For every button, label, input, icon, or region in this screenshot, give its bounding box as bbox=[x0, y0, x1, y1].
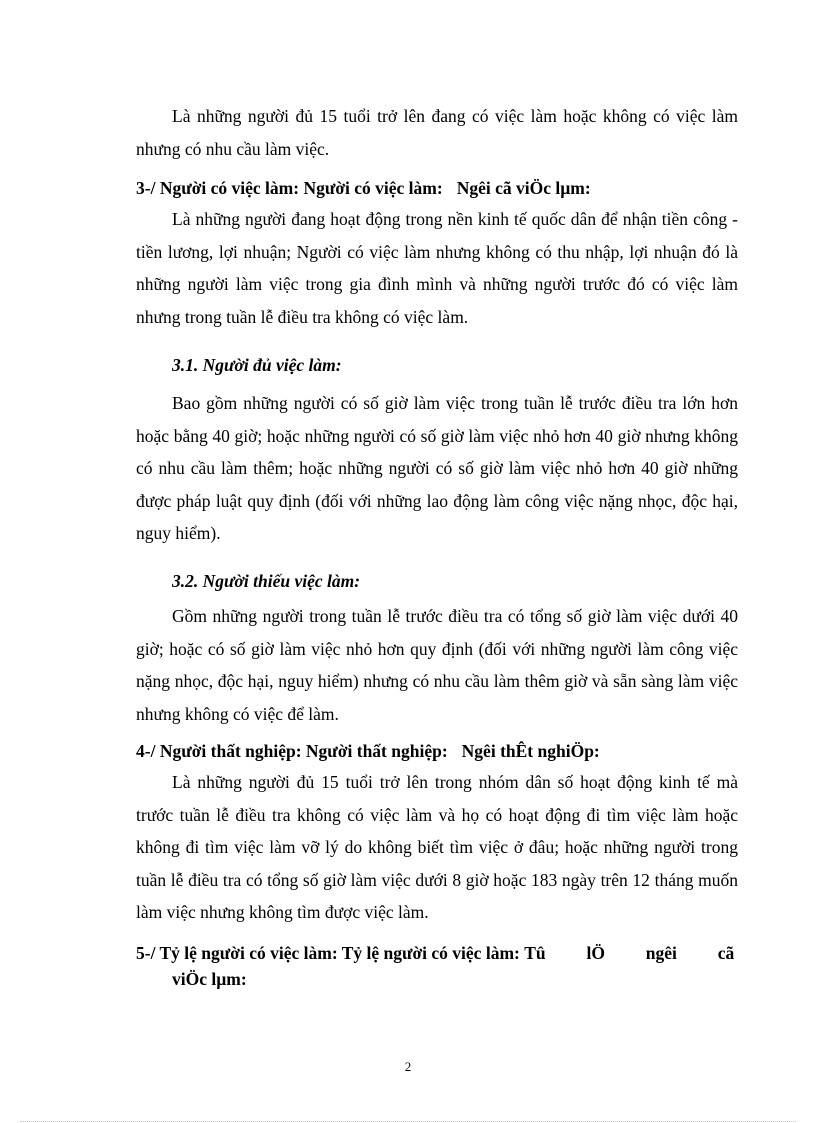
intro-paragraph: Là những người đủ 15 tuổi trở lên đang có việc làm hoặc không có việc làm nhưng có nhu cầu làm việc. bbox=[136, 106, 738, 159]
section-4-heading-text: 4-/ Người thất nghiệp: Người thất nghiệp: bbox=[136, 741, 448, 761]
section-3-paragraph: Là những người đang hoạt động trong nền kinh tế quốc dân để nhận tiền công - tiền lương, lợi nhuận; Người có việc làm nhưng không có thu nhập, lợi nhuận đó là những người làm việc trong gia đình mình và những người trước đó có việc làm nhưng trong tuần lễ điều tra không có việc làm. bbox=[136, 209, 738, 327]
section-3-heading bbox=[136, 178, 756, 199]
section-4-heading-garbled: Ngêi thÊt nghiÖp: bbox=[461, 741, 600, 761]
page-bottom-divider bbox=[20, 1121, 796, 1122]
section-3-2-paragraph: Gồm những người trong tuần lễ trước điều tra có tổng số giờ làm việc dưới 40 giờ; hoặc có số giờ làm việc nhỏ hơn quy định (đối với những người làm công việc nặng nhọc, độc hại, nguy hiểm) nhưng có nhu cầu làm thêm giờ và sẵn sàng làm việc nhưng không có việc để làm. bbox=[136, 606, 738, 724]
section-5-heading-garbled-line1: Tû lÖ ngêi cã bbox=[524, 943, 735, 963]
section-5-heading-garbled-line2: viÖc lµm: bbox=[172, 969, 247, 989]
page-number: 2 bbox=[404, 1059, 412, 1074]
section-3-1-heading: 3.1. Người đủ việc làm: bbox=[172, 355, 342, 375]
section-4-paragraph: Là những người đủ 15 tuổi trở lên trong nhóm dân số hoạt động kinh tế mà trước tuần lễ điều tra không có việc làm và họ có hoạt động đi tìm việc làm hoặc không đi tìm việc làm vỡ lý do không biết tìm việc ở đâu; hoặc những người trong tuần lễ điều tra có tổng số giờ làm việc dưới 8 giờ hoặc 183 ngày trên 12 tháng muốn làm việc nhưng không tìm được việc làm. bbox=[136, 772, 738, 922]
section-4-heading bbox=[136, 741, 756, 762]
section-5-heading bbox=[136, 940, 772, 992]
section-3-heading-garbled: Ngêi cã viÖc lµm: bbox=[456, 178, 591, 198]
section-3-2-heading: 3.2. Người thiếu việc làm: bbox=[172, 571, 361, 591]
section-3-heading-text: 3-/ Người có việc làm: Người có việc làm: bbox=[136, 178, 443, 198]
section-3-1-paragraph: Bao gồm những người có số giờ làm việc trong tuần lễ trước điều tra lớn hơn hoặc bằng 40 giờ; hoặc những người có số giờ làm việc nhỏ hơn 40 giờ nhưng không có nhu cầu làm thêm; hoặc những người có số giờ làm việc nhỏ hơn 40 giờ những được pháp luật quy định (đối với những lao động làm công việc nặng nhọc, độc hại, nguy hiểm). bbox=[136, 393, 738, 543]
section-5-heading-text: 5-/ Tỷ lệ người có việc làm: Tỷ lệ người có việc làm: bbox=[136, 943, 520, 963]
